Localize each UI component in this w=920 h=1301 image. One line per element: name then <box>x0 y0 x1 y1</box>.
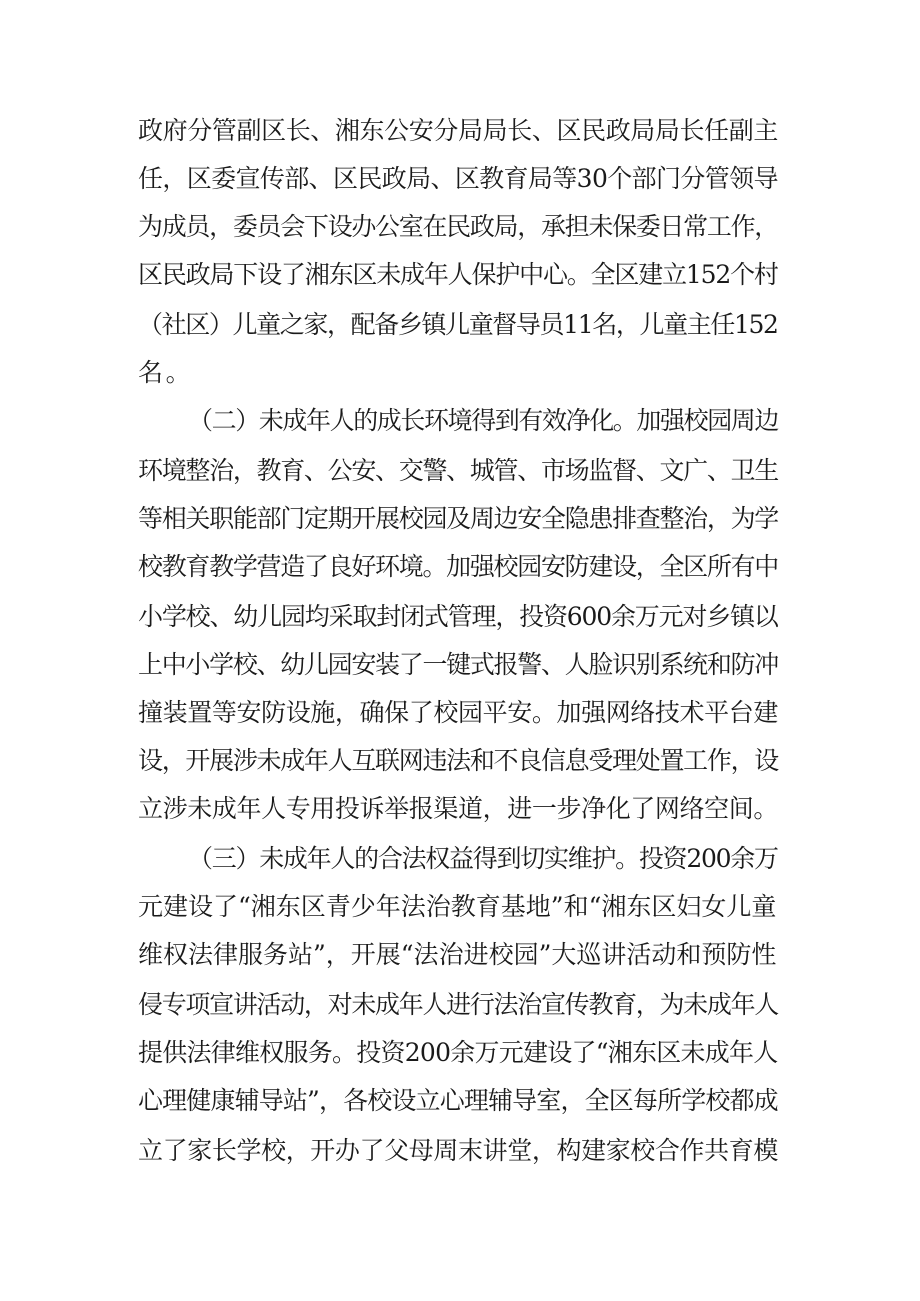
paragraph-2-line-5: 小学校、幼儿园均采取封闭式管理，投资600余万元对乡镇以 <box>138 602 778 631</box>
paragraph-2-line-9: 立涉未成年人专用投诉举报渠道，进一步净化了网络空间。 <box>138 794 779 823</box>
paragraph-2-line-1: （二）未成年人的成长环境得到有效净化。加强校园周边 <box>188 406 779 435</box>
paragraph-3-line-5: 提供法律维权服务。投资200余万元建设了“湘东区未成年人 <box>138 1038 778 1067</box>
paragraph-1-line-5: （社区）儿童之家，配备乡镇儿童督导员11名，儿童主任152 <box>138 310 778 339</box>
paragraph-3-line-3: 维权法律服务站”，开展“法治进校园”大巡讲活动和预防性 <box>138 940 777 969</box>
paragraph-1-line-3: 为成员，委员会下设办公室在民政局，承担未保委日常工作， <box>138 212 779 241</box>
paragraph-1-line-1: 政府分管副区长、湘东公安分局局长、区民政局局长任副主 <box>138 116 779 145</box>
paragraph-3-line-1: （三）未成年人的合法权益得到切实维护。投资200余万 <box>188 844 778 873</box>
paragraph-2-line-7: 撞装置等安防设施，确保了校园平安。加强网络技术平台建 <box>138 698 779 727</box>
paragraph-3-line-4: 侵专项宣讲活动，对未成年人进行法治宣传教育，为未成年人 <box>138 990 779 1019</box>
paragraph-2-line-8: 设，开展涉未成年人互联网违法和不良信息受理处置工作，设 <box>138 746 779 775</box>
paragraph-2-line-6: 上中小学校、幼儿园安装了一键式报警、人脸识别系统和防冲 <box>138 650 779 679</box>
paragraph-3-line-6: 心理健康辅导站”，各校设立心理辅导室，全区每所学校都成 <box>138 1086 778 1115</box>
paragraph-2-line-3: 等相关职能部门定期开展校园及周边安全隐患排查整治，为学 <box>138 504 779 533</box>
paragraph-2-line-4: 校教育教学营造了良好环境。加强校园安防建设，全区所有中 <box>138 552 779 581</box>
paragraph-1-line-2: 任，区委宣传部、区民政局、区教育局等30个部门分管领导 <box>138 164 778 193</box>
paragraph-3-line-7: 立了家长学校，开办了父母周末讲堂，构建家校合作共育模 <box>138 1136 779 1165</box>
paragraph-3-line-2: 元建设了“湘东区青少年法治教育基地”和“湘东区妇女儿童 <box>138 892 777 921</box>
paragraph-1-line-4: 区民政局下设了湘东区未成年人保护中心。全区建立152个村 <box>138 260 778 289</box>
paragraph-2-line-2: 环境整治，教育、公安、交警、城管、市场监督、文广、卫生 <box>138 456 779 485</box>
paragraph-1-line-6: 名。 <box>138 358 194 387</box>
